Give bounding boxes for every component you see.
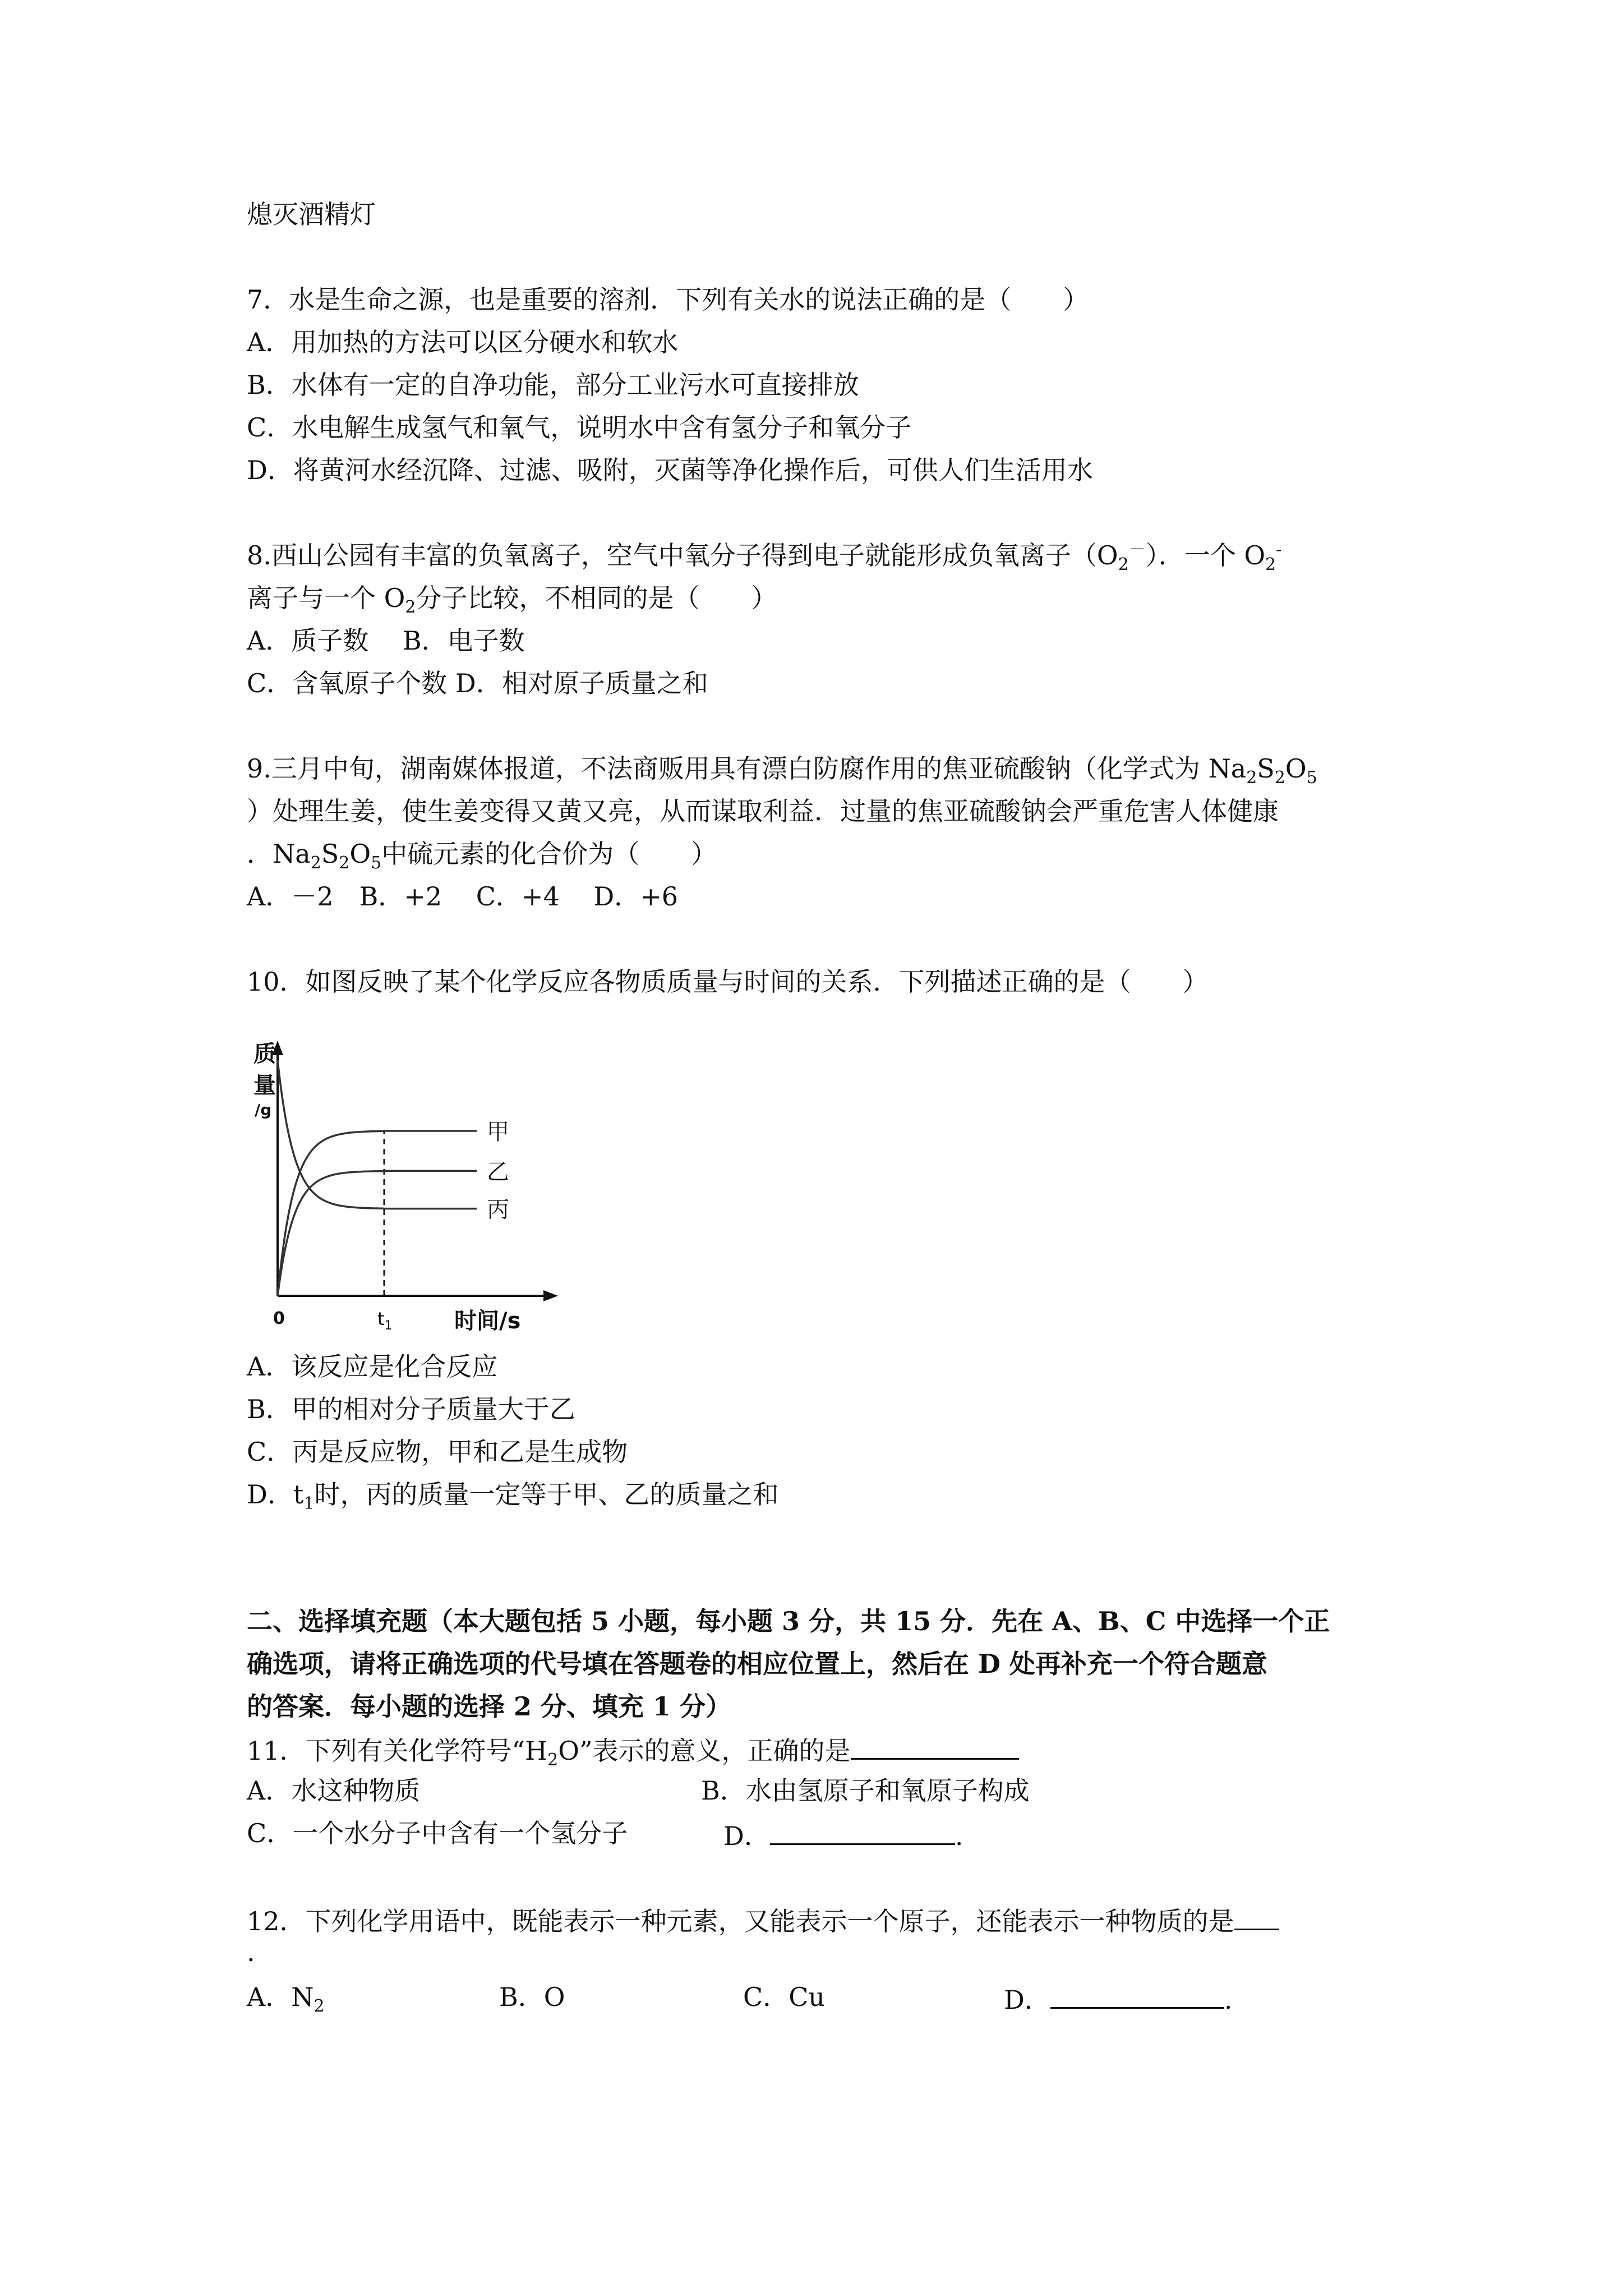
q12-option-a: A．$N_2$ xyxy=(247,1982,325,2017)
q11-answer-blank[interactable] xyxy=(851,1731,1019,1760)
q12-option-b: B．O xyxy=(499,1982,565,2012)
q10-option-c: C．丙是反应物，甲和乙是生成物 xyxy=(247,1437,628,1467)
q9-stem-line2: ）处理生姜，使生姜变得又黄又亮，从而谋取利益．过量的焦亚硫酸钠会严重危害人体健康 xyxy=(247,796,1279,826)
q10-option-b: B．甲的相对分子质量大于乙 xyxy=(247,1394,575,1424)
q12-answer-blank[interactable] xyxy=(1234,1902,1279,1930)
q11-stem: 11．下列有关化学符号“$H_2O$”表示的意义，正确的是 xyxy=(247,1731,1019,1768)
y-axis-unit: /g xyxy=(255,1101,272,1119)
q12-option-c: C．Cu xyxy=(743,1982,826,2012)
series-label-3: 丙 xyxy=(487,1197,509,1223)
section2-line2: 确选项，请将正确选项的代号填在答题卷的相应位置上，然后在 D 处再补充一个符合题意 xyxy=(247,1649,1267,1679)
q12-stem-dot: . xyxy=(247,1937,255,1967)
curve-3 xyxy=(278,1060,477,1209)
q12-option-d: D． . xyxy=(1004,1980,1233,2017)
origin-label: 0 xyxy=(273,1309,285,1328)
q9-stem-line3: ．$Na_2S_2O_5$中硫元素的化合价为（ ） xyxy=(247,839,717,873)
x-axis-arrow xyxy=(543,1290,558,1301)
q10-option-d: D．$t_1$时，丙的质量一定等于甲、乙的质量之和 xyxy=(247,1479,779,1514)
q7-option-d: D．将黄河水经沉降、过滤、吸附，灭菌等净化操作后，可供人们生活用水 xyxy=(247,455,1093,485)
chart-curves xyxy=(278,1060,477,1296)
q7-stem: 7．水是生命之源，也是重要的溶剂．下列有关水的说法正确的是（ ） xyxy=(247,284,1089,315)
top-line: 熄灭酒精灯 xyxy=(247,199,376,229)
q11-option-c: C．一个水分子中含有一个氢分子 xyxy=(247,1818,628,1848)
section2-line1: 二、选择填充题（本大题包括 5 小题，每小题 3 分，共 15 分．先在 A、B、C 中选择一个正 xyxy=(247,1606,1330,1636)
q11-option-a: A．水这种物质 xyxy=(247,1775,421,1806)
q10-stem: 10．如图反映了某个化学反应各物质质量与时间的关系．下列描述正确的是（ ） xyxy=(247,967,1209,997)
chart-labels xyxy=(253,1041,520,1334)
y-axis-label-top: 质 xyxy=(253,1041,276,1067)
q7-option-c: C．水电解生成氢气和氧气，说明水中含有氢分子和氧分子 xyxy=(247,412,912,443)
t1-label: $t_1$ xyxy=(377,1308,393,1333)
q12-stem: 12．下列化学用语中，既能表示一种元素，又能表示一个原子，还能表示一种物质的是 xyxy=(247,1902,1279,1938)
q10-option-a: A．该反应是化合反应 xyxy=(247,1351,498,1382)
q8-stem-line1: 8.西山公园有丰富的负氧离子，空气中氧分子得到电子就能形成负氧离子$(O_2^-)$．一个 $O_2^-$ xyxy=(247,540,1282,575)
q7-option-b: B．水体有一定的自净功能，部分工业污水可直接排放 xyxy=(247,370,859,400)
series-label-1: 甲 xyxy=(487,1119,509,1145)
q8-options-cd: C．含氧原子个数 D．相对原子质量之和 xyxy=(247,668,708,698)
q11-option-d: D． . xyxy=(723,1816,963,1853)
q9-stem-line1: 9.三月中旬，湖南媒体报道，不法商贩用具有漂白防腐作用的焦亚硫酸钠（化学式为 $Na_2S_2O_5$ xyxy=(247,753,1317,788)
q8-options-ab: A．质子数 B．电子数 xyxy=(247,625,525,656)
q9-options: A．－2 B．+2 C．+4 D．+6 xyxy=(247,881,679,912)
q11-option-b: B．水由氢原子和氧原子构成 xyxy=(701,1775,1030,1806)
curve-1 xyxy=(278,1131,477,1296)
q7-option-a: A．用加热的方法可以区分硬水和软水 xyxy=(247,327,679,357)
x-axis-label: 时间/s xyxy=(454,1308,521,1334)
mass-time-chart xyxy=(247,1032,606,1346)
q12-d-blank[interactable] xyxy=(1050,1980,1224,2009)
section2-line3: 的答案．每小题的选择 2 分、填充 1 分） xyxy=(247,1691,732,1722)
curve-2 xyxy=(278,1171,477,1296)
q11-d-blank[interactable] xyxy=(770,1816,955,1845)
series-label-2: 乙 xyxy=(487,1159,509,1185)
y-axis-label-mid: 量 xyxy=(253,1073,276,1098)
q8-stem-line2: 离子与一个 $O_2$分子比较，不相同的是（ ） xyxy=(247,583,777,618)
